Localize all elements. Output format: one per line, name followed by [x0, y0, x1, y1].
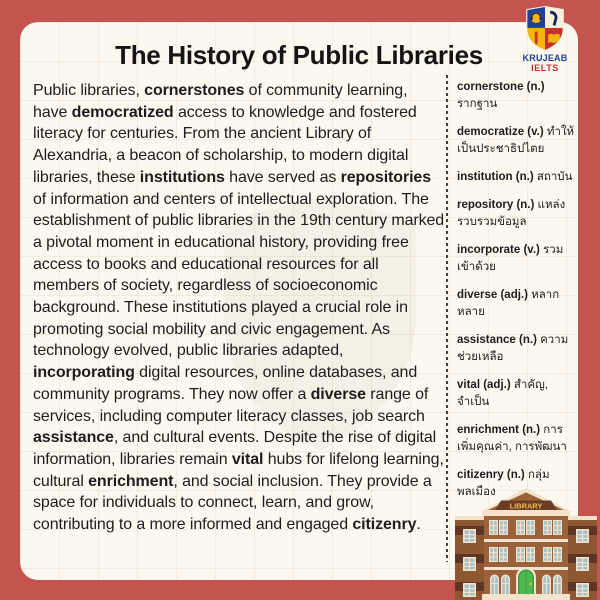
vocab-word: cornerstone	[457, 81, 524, 93]
article-segment: range of services, including computer literacy classes, job search	[33, 385, 429, 425]
vocab-pos: (n.)	[512, 171, 537, 183]
vocab-pos: (v.)	[524, 126, 547, 138]
vocab-item	[457, 332, 575, 366]
vocab-thai: สถาบัน	[536, 171, 573, 183]
article-segment: , and social inclusion. They provide a space for individuals to connect, learn, and grow, contributing to a more informed and engaged	[33, 472, 432, 534]
vocab-thai: กลุ่มพลเมือง	[457, 469, 550, 498]
vocab-item	[457, 124, 575, 158]
vocab-pos: (v.)	[520, 244, 544, 256]
vocab-word-highlight: citizenry	[352, 516, 417, 534]
vocab-thai: หลากหลาย	[457, 289, 560, 318]
vocab-thai: แหล่งรวบรวมข้อมูล	[457, 199, 566, 228]
vocab-item	[457, 377, 575, 411]
vocab-word: incorporate	[457, 244, 521, 256]
vocab-word-highlight: cornerstones	[144, 82, 245, 99]
vocab-item	[457, 79, 575, 113]
vocab-thai: การเพิ่มคุณค่า, การพัฒนา	[457, 424, 567, 453]
brand-subtitle: IELTS	[531, 63, 559, 73]
vocab-word-highlight: democratized	[71, 103, 174, 121]
vocab-pos: (n.)	[515, 334, 541, 346]
article-segment: have served as	[224, 168, 341, 186]
vocab-word-highlight: diverse	[310, 385, 366, 403]
article-segment: , and cultural events. Despite the rise of digital information, libraries remain	[33, 429, 437, 468]
vocab-word: repository	[457, 199, 514, 211]
vocab-word-highlight: institutions	[139, 168, 225, 186]
vocab-word: institution	[457, 171, 513, 183]
vocab-pos: (n.)	[503, 469, 528, 481]
vocab-word-highlight: repositories	[340, 168, 432, 186]
vocab-word: vital	[457, 379, 481, 391]
brand-logo	[514, 6, 576, 73]
vocab-item	[457, 197, 575, 231]
vocab-pos: (n.)	[513, 199, 538, 211]
vocab-pos: (adj.)	[497, 289, 532, 301]
vocab-pos: (n.)	[519, 424, 544, 436]
page-title: The History of Public Libraries	[115, 40, 483, 70]
article-segment: digital resources, online databases, and community programs. They now offer a	[33, 364, 418, 403]
vocab-item	[457, 242, 575, 276]
vocab-word: assistance	[457, 334, 516, 346]
vocab-item	[457, 169, 575, 186]
brand-name: KRUJEAB	[522, 53, 568, 63]
article-text	[33, 80, 445, 536]
article-segment: .	[416, 516, 421, 534]
vocab-word: enrichment	[457, 424, 519, 436]
vocab-pos: (adj.)	[480, 379, 514, 391]
dotted-divider	[446, 75, 448, 562]
brand-shield-icon	[524, 6, 566, 52]
vocab-word-highlight: incorporating	[33, 364, 135, 382]
article-segment: of information and centers of intellectual exploration. The establishment of public libraries in the 19th century marked a pivotal moment in educational history, providing free access to books and educational resources for all members of society, regardless of socioeconomic background. These institutions played a crucial role in promoting social mobility and civic engagement. As technology evolved, public libraries adapted,	[33, 190, 445, 360]
library-sign: LIBRARY	[509, 501, 543, 511]
article-segment: access to knowledge and fostered literacy for centuries. From the ancient Library of Alexandria, a beacon of scholarship, to modern digital libraries, these	[33, 103, 417, 186]
library-building-illustration	[455, 488, 597, 600]
vocab-list	[457, 79, 575, 512]
vocab-word: democratize	[457, 126, 525, 138]
vocab-word-highlight: assistance	[33, 429, 114, 447]
vocab-word-highlight: enrichment	[88, 472, 174, 490]
vocab-item	[457, 422, 575, 456]
article-segment: Public libraries,	[33, 82, 145, 99]
vocab-word-highlight: vital	[231, 450, 264, 468]
vocab-thai: รากฐาน	[457, 98, 498, 110]
vocab-thai: ทำให้เป็นประชาธิปไตย	[457, 126, 575, 155]
vocab-word: citizenry	[457, 469, 504, 481]
vocab-pos: (n.)	[523, 81, 545, 93]
vocab-word: diverse	[457, 289, 498, 301]
vocab-thai: สำคัญ, จำเป็น	[457, 379, 549, 408]
vocab-thai: รวมเข้าด้วย	[457, 244, 564, 273]
article-segment: of community learning, have	[33, 82, 408, 121]
vocab-thai: ความช่วยเหลือ	[457, 334, 569, 363]
article-segment: hubs for lifelong learning, cultural	[33, 450, 444, 490]
vocab-item	[457, 287, 575, 321]
